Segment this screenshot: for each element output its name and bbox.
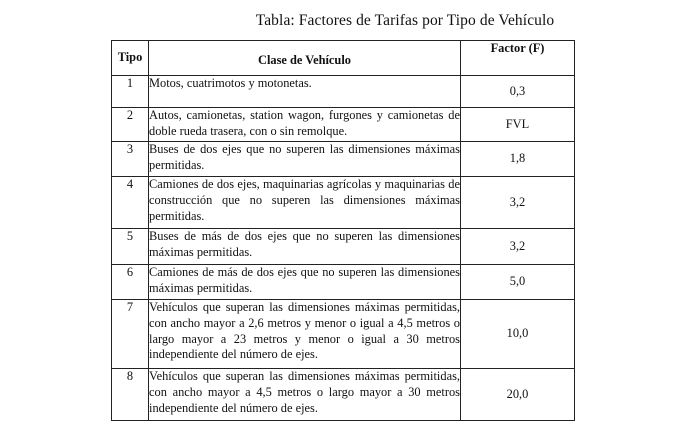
table-row — [112, 108, 575, 142]
cell-tipo: 2 — [112, 108, 149, 142]
header-factor-label: Factor (F) — [490, 41, 545, 55]
table-header — [112, 41, 575, 76]
cell-factor: FVL — [461, 108, 575, 142]
cell-clase: Autos, camionetas, station wagon, furgones y camionetas de doble rueda trasera, con o sin remolque. — [149, 108, 461, 142]
cell-tipo: 7 — [112, 300, 149, 369]
table-row — [112, 265, 575, 300]
cell-factor: 3,2 — [461, 177, 575, 229]
cell-clase: Buses de más de dos ejes que no superen las dimensiones máximas permitidas. — [149, 229, 461, 265]
cell-factor: 10,0 — [461, 300, 575, 369]
header-clase-label: Clase de Vehículo — [258, 53, 351, 68]
cell-tipo: 1 — [112, 76, 149, 108]
cell-clase: Camiones de dos ejes, maquinarias agrícolas y maquinarias de construcción que no superen las dimensiones máximas permitidas. — [149, 177, 461, 229]
table-row — [112, 76, 575, 108]
cell-tipo: 4 — [112, 177, 149, 229]
cell-clase: Vehículos que superan las dimensiones máximas permitidas, con ancho mayor a 2,6 metros y menor o igual a 4,5 metros o largo mayor a 23 metros y menor o igual a 30 metros independiente del número de ejes. — [149, 300, 461, 369]
header-factor — [461, 41, 575, 76]
cell-clase: Buses de dos ejes que no superen las dimensiones máximas permitidas. — [149, 142, 461, 177]
table-title — [0, 12, 698, 30]
header-clase — [149, 41, 461, 76]
table-row — [112, 177, 575, 229]
cell-tipo: 3 — [112, 142, 149, 177]
header-tipo-label: Tipo — [117, 50, 143, 65]
cell-clase: Camiones de más de dos ejes que no superen las dimensiones máximas permitidas. — [149, 265, 461, 300]
cell-factor: 20,0 — [461, 369, 575, 421]
cell-clase: Vehículos que superan las dimensiones máximas permitidas, con ancho mayor a 4,5 metros o largo mayor a 30 metros independiente del número de ejes. — [149, 369, 461, 421]
cell-factor: 0,3 — [461, 76, 575, 108]
tariff-table — [111, 40, 575, 421]
cell-factor: 3,2 — [461, 229, 575, 265]
table-title-text: Tabla: Factores de Tarifas por Tipo de Vehículo — [255, 12, 555, 29]
cell-tipo: 6 — [112, 265, 149, 300]
cell-clase: Motos, cuatrimotos y motonetas. — [149, 76, 461, 108]
cell-tipo: 5 — [112, 229, 149, 265]
header-tipo — [112, 41, 149, 76]
table-row — [112, 229, 575, 265]
table-row — [112, 300, 575, 369]
header-row — [112, 41, 575, 76]
table-row — [112, 142, 575, 177]
table-row — [112, 369, 575, 421]
cell-factor: 1,8 — [461, 142, 575, 177]
table-body — [112, 76, 575, 421]
cell-factor: 5,0 — [461, 265, 575, 300]
cell-tipo: 8 — [112, 369, 149, 421]
